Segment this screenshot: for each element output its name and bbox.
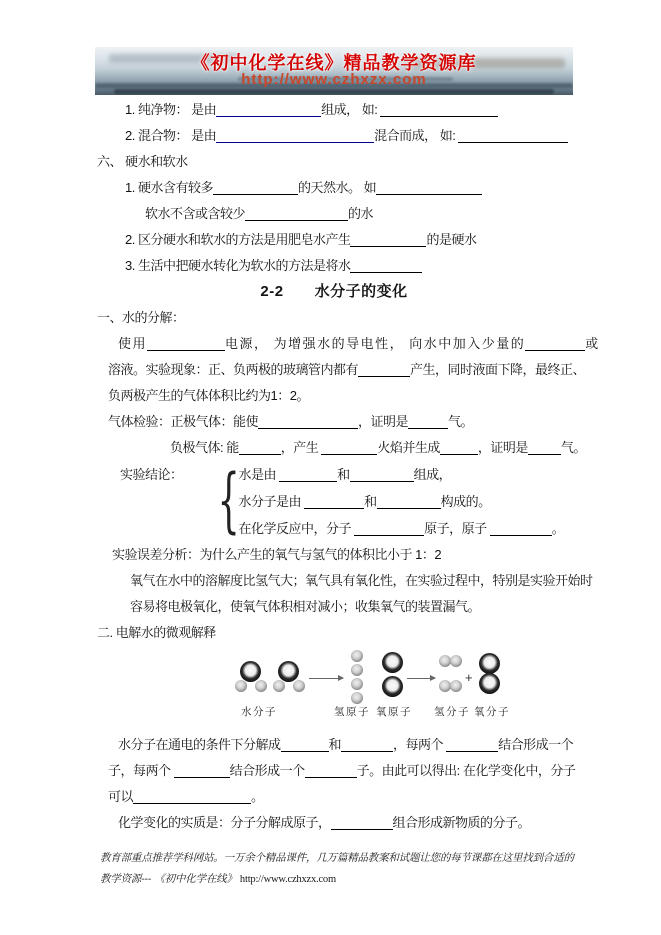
blank-field [245,206,348,221]
water-molecule-icon [273,661,305,693]
hydrogen-molecule-icon [439,655,462,667]
text-segment: ，证明是 [358,414,409,429]
text-segment: 在化学反应中，分子 [238,521,355,536]
banner-title: 《初中化学在线》精品教学资源库 [191,53,477,73]
text-segment: 溶液。实验现象：正、负两极的玻璃管内都有 [108,362,359,377]
blank-field [376,180,482,195]
text-segment: 结合形成一个 [229,763,305,778]
hydrogen-atom-icon [351,664,363,676]
blank-field [239,440,281,455]
blank-field [213,180,298,195]
oxygen-molecule-icon [479,653,500,694]
text-segment: 和 [337,467,350,482]
blank-field [446,737,498,752]
arrow-right-icon [407,678,435,679]
blank-field [377,494,441,509]
text-segment: 水是由 [238,467,280,482]
hydrogen-atom-icon [235,680,247,692]
text-segment: 。 [551,521,565,536]
doc-body-bottom [95,732,576,836]
line-gas-test-negative [95,435,586,461]
blank-field [354,521,424,536]
text-segment: 二. 电解水的微观解释 [97,625,216,640]
blank-field [258,414,358,429]
text-segment: 软水不含或含较少 [145,206,246,221]
blank-field [174,763,230,778]
text-segment: 1. 硬水含有较多 [125,180,213,195]
section-hard-soft-water [95,149,573,175]
section-water-decomposition [95,305,573,331]
line-convert-method [95,253,573,279]
text-segment: 一、水的分解： [97,310,185,325]
hydrogen-atom-icon [293,680,305,692]
oxygen-atom-icon [479,673,500,694]
oxygen-atom-icon [382,652,403,673]
blank-field [304,494,364,509]
text-segment: 可以 [108,789,134,804]
text-segment: 使用 [118,336,148,351]
oxygen-atom-icon [382,676,403,697]
line-distinguish-method [95,227,573,253]
blank-field [133,789,251,804]
text-segment: 六、 硬水和软水 [97,154,188,169]
document-content [95,47,600,890]
text-segment: 水分子在通电的条件下分解成 [118,737,281,752]
text-segment: 原子，原子 [424,521,490,536]
text-segment: 和 [328,737,342,752]
footer-slogan: 教育部重点推荐学科网站。一万余个精品课件，几万篇精品教案和试题让您的每节课都在这里找到合适的 [100,852,574,864]
hydrogen-molecule-icon [439,680,462,692]
text-segment: 2. 区分硬水和软水的方法是用肥皂水产生 [125,232,351,247]
hydrogen-atom-icon [255,680,267,692]
hydrogen-atom-icon [450,680,462,692]
line-soft-water [95,201,573,227]
text-segment: 组合形成新物质的分子。 [392,815,531,830]
text-segment: 3. 生活中把硬水转化为软水的方法是将水 [125,258,351,273]
group-rows [239,461,565,542]
arrow-right-icon [309,678,343,679]
line-micro-3 [95,784,573,810]
text-segment: ，每两个 [393,737,447,752]
text-segment: 子。由此可以得出: 在化学变化中，分子 [356,763,576,778]
plus-sign: + [465,670,473,685]
blank-field [490,521,552,536]
text-segment: 气。 [448,414,474,429]
line-volume-ratio [95,383,573,409]
group-label: 实验结论： [120,467,183,482]
line-micro-1 [95,732,573,758]
line-gas-test-positive [95,409,573,435]
line-error-reason-1 [95,568,593,594]
line-error-analysis [95,542,573,568]
group-row [239,515,565,542]
text-segment: 的水 [348,206,374,221]
text-segment: 电源， 为增强水的导电性， 向水中加入少量的 [225,336,526,351]
site-banner [95,47,573,95]
text-segment: 负极气体: 能 [170,440,239,455]
footer-credit [95,869,573,890]
section-micro-explanation [95,620,573,646]
blank-field [440,440,478,455]
text-segment: 的是硬水 [426,232,477,247]
text-segment: 或 [585,336,600,351]
section-title [95,279,573,305]
hydrogen-atom-icon [450,655,462,667]
blank-field [331,815,393,830]
line-essence [95,810,573,836]
text-segment: 水分子是由 [238,494,305,509]
hydrogen-atom-icon [351,692,363,704]
text-segment: 混合而成， 如: [374,128,459,143]
line-hard-water [95,175,573,201]
text-segment: 气体检验：正极气体：能使 [108,414,259,429]
blank-field [147,336,225,351]
text-segment: 火焰并生成 [377,440,440,455]
blank-field [216,128,374,143]
group-row [239,461,565,488]
text-segment: 2-2 水分子的变化 [260,283,408,300]
text-segment: 容易将电极氧化，使氧气体积相对减小；收集氧气的装置漏气。 [130,599,481,614]
text-segment: 。 [251,789,264,804]
blank-field [279,467,337,482]
text-segment: 1. 纯净物： 是由 [125,102,217,117]
page-footer [95,848,573,890]
line-phenomenon [95,357,586,383]
water-molecule-icon [235,661,267,693]
blank-field [408,414,448,429]
hydrogen-atom-icon [351,650,363,662]
blank-field [528,440,561,455]
text-segment: 负两极产生的气体体积比约为1：2。 [108,388,309,403]
blank-field [216,102,321,117]
experiment-conclusion [95,461,573,542]
text-segment: 氧气在水中的溶解度比氢气大；氧气具有氧化性，在实验过程中，特别是实验开始时 [130,573,593,588]
blank-field [321,440,377,455]
curly-brace: { [217,459,240,541]
line-micro-2 [95,758,576,784]
text-segment: 实验误差分析：为什么产生的氧气与氢气的体积比小于 1：2 [112,547,442,562]
blank-field [281,737,329,752]
blank-field [380,102,498,117]
blank-field [305,763,357,778]
line-error-reason-2 [95,594,573,620]
line-mixture [95,123,573,149]
text-segment: 的天然水。 如 [297,180,377,195]
blank-field [350,258,422,273]
blank-field [458,128,568,143]
banner-url: http://www.czhxzx.com [241,71,427,88]
group-row [239,488,565,515]
line-pure-substance [95,97,573,123]
label-water-molecule: 水分子 [241,706,277,718]
oxygen-atom-icon [479,653,500,674]
electrolysis-diagram [95,648,573,722]
line-power-source [95,331,600,357]
blank-field [341,737,393,752]
text-segment: ，证明是 [477,440,528,455]
text-segment: ，产生 [280,440,322,455]
text-segment: 化学变化的实质是：分子分解成原子， [118,815,331,830]
oxygen-atom-icon [278,661,299,682]
hydrogen-atom-icon [273,680,285,692]
text-segment: 构成的。 [440,494,491,509]
doc-body-top [95,97,600,646]
text-segment: 气。 [560,440,586,455]
blank-field [358,362,410,377]
art-streak [114,89,554,94]
label-hydrogen-molecule: 氢分子 [434,706,470,718]
text-segment: 组成， [413,467,452,482]
hydrogen-atom-icon [351,678,363,690]
footer-site-name: 教学资源--- 《初中化学在线》 [100,873,237,885]
text-segment: 组成， 如: [321,102,381,117]
label-oxygen-atom: 氧原子 [376,706,412,718]
blank-field [350,232,426,247]
text-segment: 产生，同时液面下降，最终正、 [410,362,586,377]
blank-field [525,336,585,351]
oxygen-atom-icon [240,661,261,682]
text-segment: 子，每两个 [108,763,174,778]
text-segment: 结合形成一个 [498,737,574,752]
blank-field [350,467,414,482]
label-oxygen-molecule: 氧分子 [474,706,510,718]
label-hydrogen-atom: 氢原子 [334,706,370,718]
text-segment: 2. 混合物： 是由 [125,128,217,143]
text-segment: 和 [364,494,377,509]
footer-url: http://www.czhxzx.com [239,874,336,885]
